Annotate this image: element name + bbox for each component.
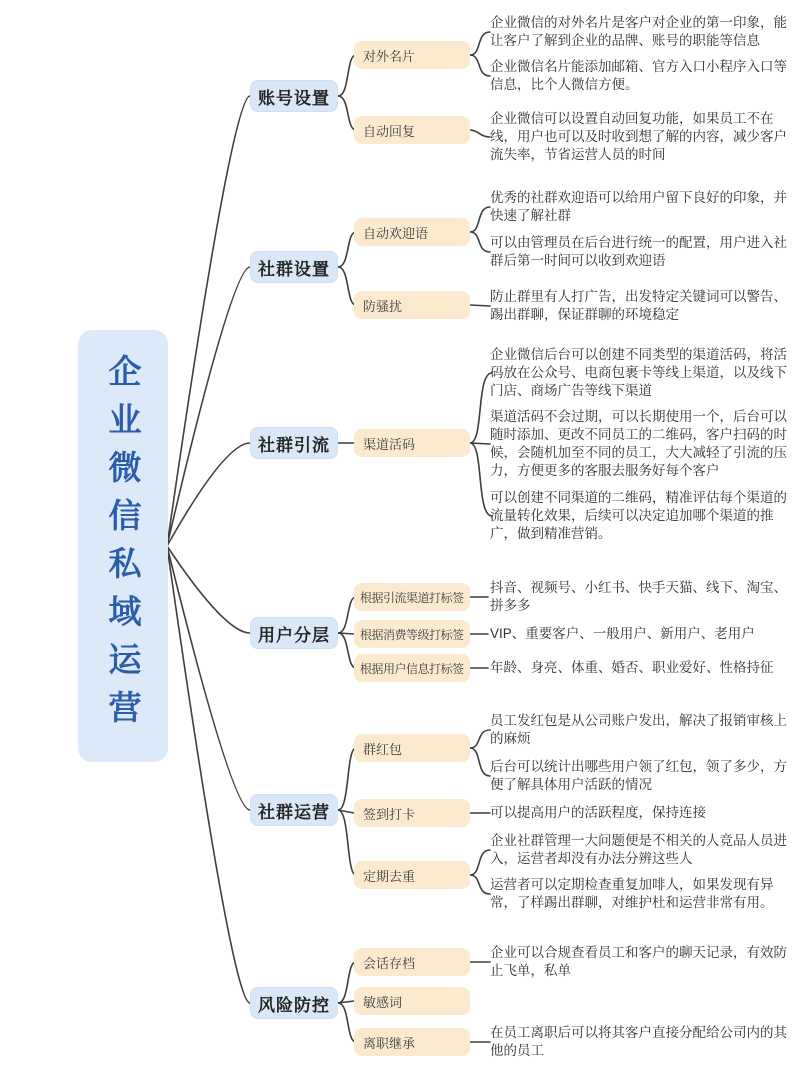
note-text: 企业可以合规查看员工和客户的聊天记录，有效防止飞单，私单 <box>490 945 787 978</box>
connector <box>470 32 490 55</box>
connector <box>470 730 490 748</box>
connector <box>338 748 356 810</box>
subtopic-resignation-inheritance[interactable]: 离职继承 <box>354 1028 470 1056</box>
branch-account-settings[interactable]: 账号设置 <box>250 80 338 112</box>
connector <box>470 130 490 137</box>
connector <box>470 207 490 232</box>
connector <box>470 55 490 76</box>
connector <box>470 373 492 443</box>
note-text: 渠道活码不会过期，可以长期使用一个，后台可以随时添加、更改不同员工的二维码，客户扫码的时候，会随机加至不同的员工，大大减轻了引流的压力，方便更多的客服去服务好每个客户 <box>490 409 787 478</box>
branch-community-acquisition[interactable]: 社群引流 <box>250 427 338 459</box>
note-text: 防止群里有人打广告，出发特定关键词可以警告、踢出群聊，保证群聊的环境稳定 <box>490 289 787 322</box>
connector <box>470 232 490 252</box>
connector <box>167 546 250 633</box>
note-text: 运营者可以定期检查重复加啡人，如果发现有异常，了样踢出群聊，对维护杜和运营非常有用。 <box>490 877 774 910</box>
branch-community-operation[interactable]: 社群运营 <box>250 794 338 826</box>
subtopic-group-red-packet[interactable]: 群红包 <box>354 734 470 762</box>
branch-user-segmentation[interactable]: 用户分层 <box>250 617 338 649</box>
subtopic-business-card[interactable]: 对外名片 <box>354 41 470 69</box>
note-text: 后台可以统计出哪些用户领了红包，领了多少，方便了解具体用户活跃的情况 <box>490 759 787 792</box>
root-topic-node[interactable]: 企业微信私域运营 <box>78 330 168 762</box>
note-text: VIP、重要客户、一般用户、新用户、老用户 <box>490 626 755 641</box>
subtopic-tag-by-spending[interactable]: 根据消费等级打标签 <box>354 620 470 648</box>
note-text: 企业微信后台可以创建不同类型的渠道活码，将活码放在公众号、电商包裹卡等线上渠道，以及线下门店、商场广告等线下渠道 <box>490 347 787 398</box>
note-text: 优秀的社群欢迎语可以给用户留下良好的印象，并快速了解社群 <box>490 190 787 223</box>
note-text: 可以由管理员在后台进行统一的配置，用户进入社群后第一时间可以收到欢迎语 <box>490 235 787 268</box>
subtopic-welcome-message[interactable]: 自动欢迎语 <box>354 218 470 246</box>
connector <box>470 875 490 894</box>
note-text: 在员工离职后可以将其客户直接分配给公司内的其他的员工 <box>490 1025 787 1058</box>
subtopic-chat-archive[interactable]: 会话存档 <box>354 948 470 976</box>
subtopic-tag-by-channel[interactable]: 根据引流渠道打标签 <box>354 583 470 611</box>
subtopic-dedup[interactable]: 定期去重 <box>354 861 470 889</box>
connector <box>167 546 250 810</box>
connector <box>167 267 250 546</box>
note-text: 可以提高用户的活跃程度，保持连接 <box>490 805 706 820</box>
subtopic-anti-spam[interactable]: 防骚扰 <box>354 291 470 319</box>
subtopic-check-in[interactable]: 签到打卡 <box>354 799 470 827</box>
subtopic-sensitive-words[interactable]: 敏感词 <box>354 987 470 1015</box>
connector <box>167 546 250 1003</box>
note-text: 年龄、身亮、体重、婚否、职业爱好、性格持征 <box>490 660 774 675</box>
branch-risk-control[interactable]: 风险防控 <box>250 987 338 1019</box>
subtopic-auto-reply[interactable]: 自动回复 <box>354 116 470 144</box>
connector <box>470 748 490 776</box>
connector <box>470 305 490 306</box>
connector <box>470 850 490 875</box>
subtopic-tag-by-user-info[interactable]: 根据用户信息打标签 <box>354 654 470 682</box>
note-text: 抖音、视频号、小红书、快手天猫、线下、淘宝、拼多多 <box>490 580 787 613</box>
note-text: 企业社群管理一大问题便是不相关的人竞品人员进入，运营者却没有办法分辨这些人 <box>490 833 787 866</box>
branch-community-settings[interactable]: 社群设置 <box>250 251 338 283</box>
connector <box>470 443 492 516</box>
note-text: 企业微信的对外名片是客户对企业的第一印象，能让客户了解到企业的品牌、账号的职能等信息 <box>490 15 787 48</box>
connector <box>338 1001 354 1003</box>
note-text: 可以创建不同渠道的二维码，精准评估每个渠道的流量转化效果，后续可以决定追加哪个渠道的推广，做到精准营销。 <box>490 490 787 541</box>
note-text: 企业微信可以设置自动回复功能，如果员工不在线，用户也可以及时收到想了解的内容，减少客户流失率，节省运营人员的时间 <box>490 111 787 162</box>
subtopic-channel-live-code[interactable]: 渠道活码 <box>354 429 470 457</box>
note-text: 企业微信名片能添加邮箱、官方入口小程序入口等信息，比个人微信方便。 <box>490 59 787 92</box>
note-text: 员工发红包是从公司账户发出，解决了报销审核上的麻烦 <box>490 713 787 746</box>
